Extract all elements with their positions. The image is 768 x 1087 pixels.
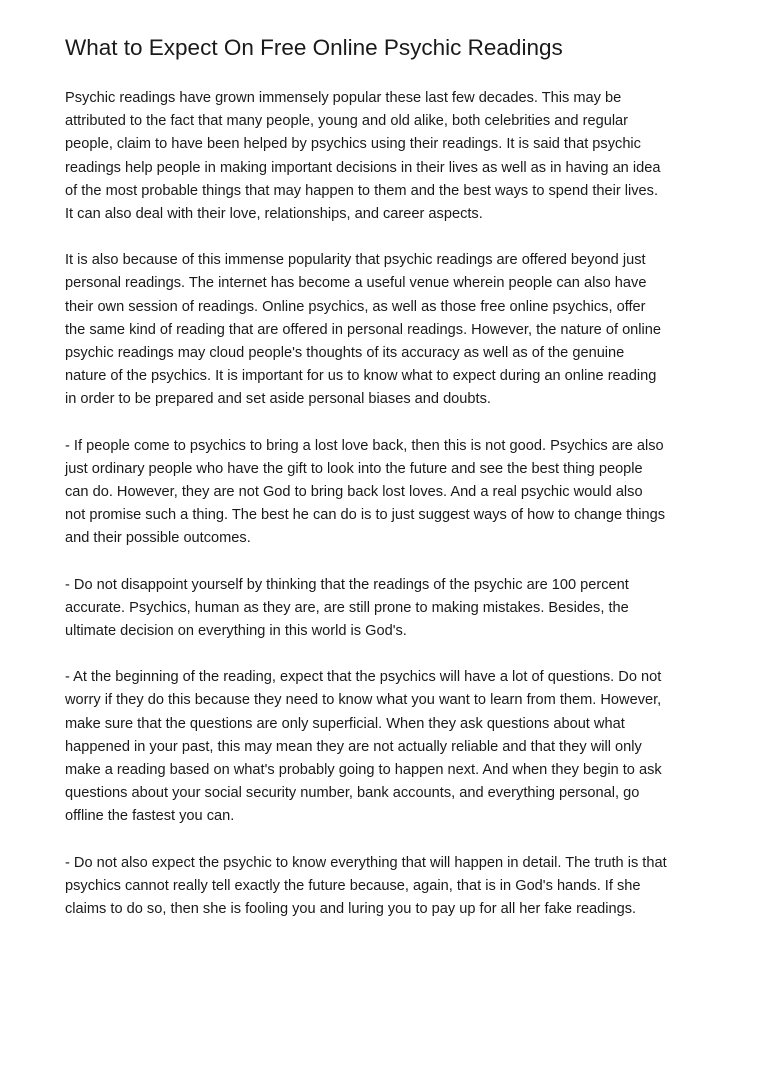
text-line: the same kind of reading that are offered in personal readings. However, the nature of online <box>65 321 662 338</box>
text-line: - If people come to psychics to bring a lost love back, then this is not good. Psychics are also <box>65 437 664 454</box>
paragraph <box>65 249 715 411</box>
text-line: It is also because of this immense popularity that psychic readings are offered beyond just <box>65 252 646 269</box>
text-line: claims to do so, then she is fooling you and luring you to pay up for all her fake readings. <box>65 901 637 918</box>
text-line: of the most probable things that may happen to them and the best ways to spend their lives. <box>65 182 659 199</box>
text-line: - At the beginning of the reading, expect that the psychics will have a lot of questions. Do not <box>65 669 662 686</box>
text-line: in order to be prepared and set aside personal biases and doubts. <box>65 391 491 408</box>
paragraph <box>65 574 715 644</box>
text-line: their own session of readings. Online psychics, as well as those free online psychics, offer <box>65 298 646 315</box>
text-line: make sure that the questions are only superficial. When they ask questions about what <box>65 715 625 732</box>
article-body <box>65 87 715 944</box>
paragraph <box>65 435 715 551</box>
paragraph <box>65 852 715 922</box>
text-line: attributed to the fact that many people, young and old alike, both celebrities and regular <box>65 113 629 130</box>
text-line: It can also deal with their love, relationships, and career aspects. <box>65 206 483 223</box>
text-line: psychics cannot really tell exactly the future because, again, that is in God's hands. If she <box>65 877 641 894</box>
text-line: - Do not also expect the psychic to know everything that will happen in detail. The truth is that <box>65 854 667 871</box>
paragraph <box>65 87 715 226</box>
text-line: not promise such a thing. The best he can do is to just suggest ways of how to change things <box>65 507 666 524</box>
page-title: What to Expect On Free Online Psychic Readings <box>65 35 563 60</box>
text-line: nature of the psychics. It is important for us to know what to expect during an online reading <box>65 368 657 385</box>
text-line: questions about your social security number, bank accounts, and everything personal, go <box>65 785 640 802</box>
text-line: happened in your past, this may mean they are not actually reliable and that they will only <box>65 738 642 755</box>
text-line: - Do not disappoint yourself by thinking that the readings of the psychic are 100 percent <box>65 576 629 593</box>
text-line: people, claim to have been helped by psychics using their readings. It is said that psychic <box>65 136 641 153</box>
text-line: make a reading based on what's probably going to happen next. And when they begin to ask <box>65 762 662 779</box>
text-line: just ordinary people who have the gift to look into the future and see the best thing people <box>65 460 643 477</box>
text-line: Psychic readings have grown immensely popular these last few decades. This may be <box>65 90 622 106</box>
text-line: ultimate decision on everything in this world is God's. <box>65 623 407 640</box>
text-line: can do. However, they are not God to bring back lost loves. And a real psychic would also <box>65 484 643 501</box>
text-line: worry if they do this because they need to know what you want to learn from them. However, <box>65 692 662 709</box>
text-line: psychic readings may cloud people's thoughts of its accuracy as well as of the genuine <box>65 345 625 362</box>
paragraph <box>65 666 715 828</box>
text-line: readings help people in making important decisions in their lives as well as in having an idea <box>65 159 661 176</box>
text-line: personal readings. The internet has become a useful venue wherein people can also have <box>65 275 647 292</box>
text-line: accurate. Psychics, human as they are, are still prone to making mistakes. Besides, the <box>65 599 629 616</box>
text-line: offline the fastest you can. <box>65 808 235 825</box>
text-line: and their possible outcomes. <box>65 530 251 547</box>
